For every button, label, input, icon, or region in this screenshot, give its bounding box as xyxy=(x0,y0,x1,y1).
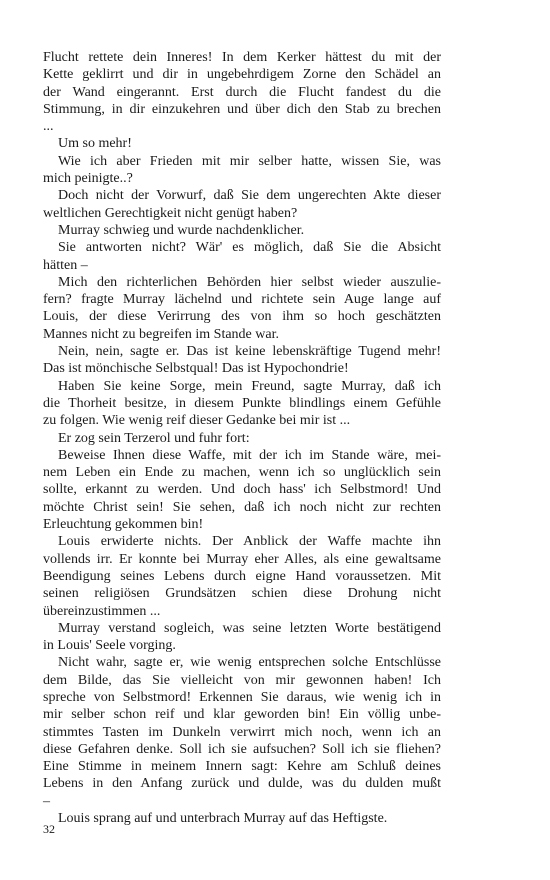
text-line: möchte Christ sein! Sie sehen, daß ich noch nicht zur rechten xyxy=(43,499,441,515)
text-line: mich peinigte..? xyxy=(43,171,133,187)
text-line: Mich den richterlichen Behörden hier selbst wieder auszulie- xyxy=(58,274,441,290)
text-line: Louis, der diese Verirrung des von ihm so hoch geschätzten xyxy=(43,309,441,325)
text-line: Er zog sein Terzerol und fuhr fort: xyxy=(58,430,250,446)
text-line: Beendigung seines Lebens durch eigne Hand voraussetzen. Mit xyxy=(43,568,441,584)
text-line: dem Bilde, das Sie vielleicht von mir gewonnen haben! Ich xyxy=(43,672,441,688)
text-line: Beweise Ihnen diese Waffe, mit der ich im Stande wäre, mei- xyxy=(58,447,441,463)
text-line: Sie antworten nicht? Wär' es möglich, daß Sie die Absicht xyxy=(58,240,441,256)
text-line: Eine Stimme in meinem Innern sagt: Kehre am Schluß deines xyxy=(43,759,441,775)
text-line: in Louis' Seele vorging. xyxy=(43,638,176,654)
text-line: übereinzustimmen ... xyxy=(43,603,161,619)
text-line: sollte, erkannt zu werden. Und doch hass' ich Selbstmord! Und xyxy=(43,482,441,498)
text-line: weltlichen Gerechtigkeit nicht genügt haben? xyxy=(43,205,298,221)
text-line: Flucht rettete dein Inneres! In dem Kerker hättest du mit der xyxy=(43,50,441,65)
text-line: ... xyxy=(43,119,54,135)
text-line: Lebens in den Anfang zurück und dulde, was du dulden mußt xyxy=(43,776,441,792)
text-line: Murray schwieg und wurde nachdenklicher. xyxy=(58,222,305,238)
text-line: stimmtes Tasten im Dunkeln verwirrt mich noch, wenn ich an xyxy=(43,724,441,740)
text-line: fern? fragte Murray lächelnd und richtete sein Auge lange auf xyxy=(43,292,441,308)
text-line: Erleuchtung gekommen bin! xyxy=(43,517,204,533)
text-line: Das ist mönchische Selbstqual! Das ist Hypochondrie! xyxy=(43,361,349,377)
text-line: Stimmung, in dir einzukehren und über dich den Stab zu brechen xyxy=(43,101,441,117)
text-line: hätten – xyxy=(43,257,88,273)
text-line: Doch nicht der Vorwurf, daß Sie dem ungerechten Akte dieser xyxy=(58,188,441,204)
text-line: die Thorheit besitze, in diesem Punkte blindlings einem Gefühle xyxy=(43,395,441,411)
text-line: spreche von Selbstmord! Erkennen Sie daraus, wie wenig ich in xyxy=(43,689,441,705)
page-text xyxy=(43,49,441,827)
page-number: 32 xyxy=(43,822,55,836)
text-line: mir selber schon reif und klar geworden bin! Ein völlig unbe- xyxy=(43,707,441,723)
text-line: Murray verstand sogleich, was seine letzten Worte bestätigend xyxy=(58,620,441,636)
text-line: der Wand eingerannt. Erst durch die Flucht fandest du die xyxy=(43,84,441,100)
text-line: Nein, nein, sagte er. Das ist keine lebenskräftige Tugend mehr! xyxy=(58,344,441,360)
text-line: Kette geklirrt und dir in ungebehrdigem Zorne den Schädel an xyxy=(43,67,441,83)
text-line: vollends irr. Er konnte bei Murray eher Alles, als eine gewaltsame xyxy=(43,551,441,567)
text-line: zu folgen. Wie wenig reif dieser Gedanke bei mir ist ... xyxy=(43,413,351,429)
text-line: Wie ich aber Frieden mit mir selber hatte, wissen Sie, was xyxy=(58,153,441,169)
text-line: nem Leben ein Ende zu machen, wenn ich so unglücklich sein xyxy=(43,465,441,481)
text-line: Um so mehr! xyxy=(58,136,132,152)
text-line: seinen religiösen Grundsätzen schien diese Drohung nicht xyxy=(43,586,441,602)
text-line: Louis erwiderte nichts. Der Anblick der Waffe machte ihn xyxy=(58,534,441,550)
text-line: Haben Sie keine Sorge, mein Freund, sagte Murray, daß ich xyxy=(58,378,441,394)
text-line: Nicht wahr, sagte er, wie wenig entsprechen solche Entschlüsse xyxy=(58,655,441,671)
text-line: diese Gefahren denke. Soll ich sie aufsuchen? Soll ich sie fliehen? xyxy=(43,741,441,757)
text-line: Mannes nicht zu begreifen im Stande war. xyxy=(43,326,279,342)
text-line: Louis sprang auf und unterbrach Murray auf das Heftigste. xyxy=(58,811,388,827)
text-line: – xyxy=(43,793,50,809)
